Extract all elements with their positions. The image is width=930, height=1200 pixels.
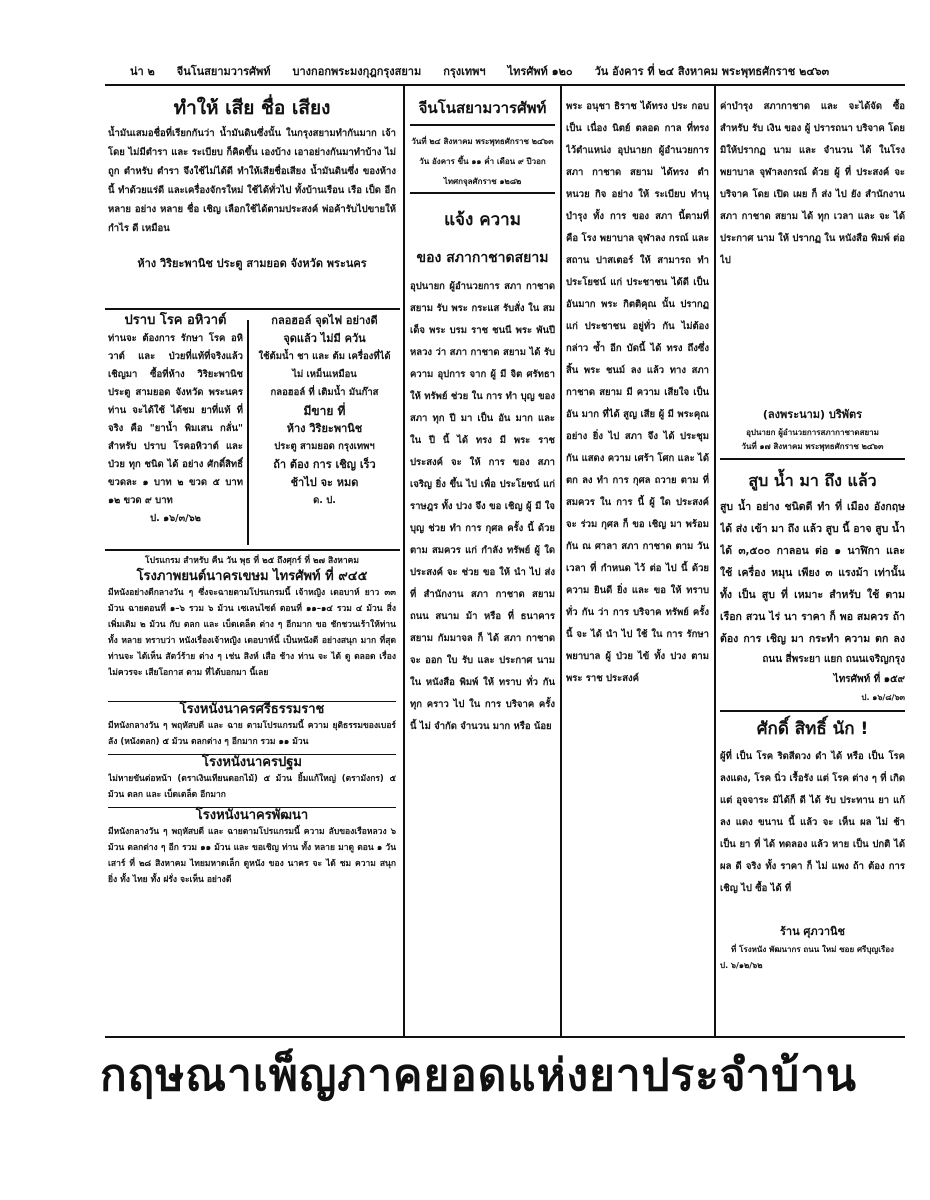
- ad-cholera-remedy: [108, 312, 243, 546]
- section-rule: [105, 549, 400, 551]
- ad-title: ศักดิ์ สิทธิ์ นัก !: [756, 719, 869, 739]
- notice-subtitle: ของ สภากาชาดสยาม: [416, 250, 549, 266]
- ad-line: ถ้า ต้อง การ เชิญ เร็ว: [273, 458, 376, 471]
- cinema-title: โรงภาพยนต์นาครเขษม ไทรศัพท์ ที่ ๙๔๕: [136, 569, 368, 584]
- header-rule: [105, 84, 905, 86]
- cinema-body: มีหนังอย่างดีกลางวัน ๆ ซึ่งจะฉายตามโปรแกรมนี้ เจ้าหญิง เดอบาห์ ยาว ๓๓ ม้วน ฉายตอนที่ ๑–๖ รวม ๖ ม้วน เซเลนไซด์ ตอนที่ ๑๑–๑๔ รวม ๔ ม้วน สิ่งเพิ่มเติม ๒ ม้วน กับ ตลก และ เบ็ดเตล็ด ต่าง ๆ อีกมาก ขอ ชักชวนเร้าให้ท่าน ทั้ง หลาย ทราบว่า หนังเรื่องเจ้าหญิง เดอบาห์นี้ เป็นหนังดี อย่างสนุก มาก ที่สุด ท่านจะ ได้เห็น สัตว์ร้าย ต่าง ๆ เช่น สิงห์ เสือ ช้าง ท่าน จะ ได้ ดู ตลอด เรื่อง ไม่ควรจะ เสียโอกาส ตาม ที่ได้บอกมา นี้เลย: [108, 588, 396, 678]
- cinema-title: โรงหนังนาครปฐม: [108, 754, 396, 771]
- article-column-3: [566, 96, 709, 1020]
- column-divider: [714, 86, 716, 1036]
- article-body: น้ำมันเสมอชื่อที่เรียกกันว่า น้ำมันดินซึ่งนั้น ในกรุงสยามทำกันมาก เจ้า โดย ไม่มีตำรา และ ระเบียบ ก็คิดขึ้น เองบ้าง เอาอย่างกันมาทำบ้าง ไม่ถูก ตำหรับ ตำรา จึงใช้ไม่ได้ดี ทำให้เสียชื่อเสียง น้ำมันดินซึ่ง ของห้างนี้ ทำด้วยแร่ดี และเครื่องจักรใหม่ ใช้ได้ทั่วไป ทั้งบ้านเรือน เรือ เป็ด อีก หลาย อย่าง หลาย ชื่อ เชิญ เลือกใช้ได้ตามประสงค์ พ่อค้ารับไปขายให้กำไร ดี เหมือน: [108, 128, 396, 234]
- date-line: วันที่ ๒๔ สิงหาคม พระพุทธศักราช ๒๔๖๓: [411, 137, 554, 146]
- cinema-programs: [108, 553, 396, 1033]
- ad-address: ที่ โรงหนัง พัฒนากร ถนน ใหม่ ซอย ศรีบุญเรือง: [731, 945, 894, 954]
- ad-line: กลอฮอล์ จุดไฟ อย่างดี: [271, 314, 378, 327]
- notice-title: แจ้ง ความ: [444, 210, 521, 230]
- ad-alcohol-fuel: [252, 312, 397, 546]
- ad-line: ไม่ เหม็นเหมือน: [292, 369, 357, 380]
- issue-date: วัน อังคาร ที่ ๒๔ สิงหาคม พระพุทธศักราช ๒๔๖๓: [594, 65, 830, 78]
- bottom-banner-ad: กฤษณาเพ็ญภาคยอดแห่งยาประจำบ้าน: [100, 1050, 858, 1101]
- cinema-title: โรงหนังนาครศรีธรรมราช: [108, 701, 396, 718]
- signature-date: วันที่ ๑๗ สิงหาคม พระพุทธศักราช ๒๔๖๓: [720, 440, 905, 460]
- signature-title: อุปนายก ผู้อำนวยการสภากาชาดสยาม: [746, 428, 879, 437]
- signature: (ลงพระนาม) บริพัตร: [762, 408, 863, 421]
- ad-code: ป. ๑๖/๘/๖๓: [720, 690, 905, 712]
- notice-body-end: ค่าบำรุง สภากาชาด และ จะได้จัด ซื้อ สำหรับ รับ เงิน ของ ผู้ ปรารถนา บริจาค โดย มิให้ปรากฏ นาม และ จำนวน ได้ ในโรงพยาบาล จุฬาลงกรณ์ ด้วย ผู้ ที่ ประสงค์ จะ บริจาค โดย เปิด เผย ก็ ส่ง ไป ยัง สำนักงาน สภา กาชาด สยาม ได้ ทุก เวลา และ จะ ได้ ประกาศ นาม ให้ ปรากฏ ใน หนังสือ พิมพ์ ต่อ ไป: [720, 101, 905, 266]
- masthead-title: จีนโนสยามวารศัพท์: [410, 92, 555, 126]
- program-intro: โปรแกรม สำหรับ คืน วัน พุธ ที่ ๒๕ ถึงศุกร์ ที่ ๒๗ สิงหาคม: [145, 556, 359, 566]
- city: กรุงเทพฯ: [443, 65, 486, 78]
- article-column-1: [108, 92, 396, 306]
- page-header: [130, 62, 870, 80]
- ad-line: ห้าง วิริยะพานิช: [286, 422, 363, 435]
- ad-line: ใช้ต้มน้ำ ชา และ ต้ม เครื่องที่ได้: [258, 351, 391, 362]
- article-title: ทำให้ เสีย ชื่อ เสียง: [173, 97, 331, 119]
- ad-body: ท่านจะ ต้องการ รักษา โรค อหิวาต์ และ ป่วยที่แท้ที่จริงแล้ว เชิญมา ซื้อที่ห้าง วิริยะพานิช ประตู สามยอด จังหวัด พระนคร ท่าน จะได้ใช้ ได้ชม ยาที่แท้ ที่จริง คือ "ยาน้ำ พิมเสน กลั่น" สำหรับ ปราบ โรคอหิวาต์ และ ป่วย ทุก ชนิด ได้ อย่าง ศักดิ์สิทธิ์: [108, 333, 243, 470]
- cinema-body: ไม่หายขันต่อหน้า (ตราเงินเทียนดอกไม้) ๕ ม้วน ยิ้มแก้ใหญ่ (ตรามังกร) ๕ ม้วน ตลก และ เบ็ดเตล็ด อีกมาก: [108, 774, 396, 800]
- ad-body: ผู้ที่ เป็น โรค ริดสีดวง ดำ ได้ หรือ เป็น โรค ลงแดง, โรค นิ่ว เรื้อรัง แต่ โรค ต่าง ๆ ที่ เกิด แต่ อุจจาระ มิได้ก็ ดี ได้ รับ ประทาน ยา แก้ ลง แดง ขนาน นี้ แล้ว จะ เห็น ผล ไม่ ช้า เป็น ยา ที่ ได้ ทดลอง แล้ว หาย เป็น ปกติ ได้ ผล ดี จริง ทั้ง ราคา ก็ ไม่ แพง ถ้า ต้อง การ เชิญ ไป ซื้อ ได้ ที่: [720, 751, 905, 894]
- cinema-body: มีหนังกลางวัน ๆ พฤหัสบดี และ ฉายตามโปรแกรมนี้ ความ ลับของเรือหลวง ๖ ม้วน ตลกต่าง ๆ อีก รวม ๑๑ ม้วน และ ขอเชิญ ท่าน ทั้ง หลาย มาดู ตอน ๑ วัน เสาร์ ที่ ๒๘ สิงหาคม ไทยมหาดเล็ก ดูหนัง ของ นาคร จะ ได้ ชม ความ สนุก ยิ่ง ทั้ง ไทย ทั้ง ฝรั่ง จะเห็น อย่างดี: [108, 827, 396, 885]
- cinema-body: มีหนังกลางวัน ๆ พฤหัสบดี และ ฉาย ตามโปรแกรมนี้ ความ ยุติธรรมของเบอร์ลัง (หนังตลก) ๕ ม้วน ตลกต่าง ๆ อีกมาก รวม ๑๑ ม้วน: [108, 721, 396, 747]
- date-line: ไทศกจุลศักราช ๑๒๘๒: [410, 172, 555, 194]
- ad-line: ช้าไป จะ หมด: [290, 476, 359, 489]
- ad-line: ด. ป.: [313, 495, 336, 506]
- cinema-title: โรงหนังนาครพัฒนา: [108, 807, 396, 824]
- column-divider: [403, 86, 405, 1036]
- ad-title: สูบ น้ำ มา ถึง แล้ว: [748, 471, 877, 490]
- ad-phone: ไทรศัพท์ ที่ ๑๕๙: [833, 674, 905, 685]
- ad-body: สูบ น้ำ อย่าง ชนิดดี ทำ ที่ เมือง อังกฤษ ได้ ส่ง เข้า มา ถึง แล้ว สูบ นี้ อาจ สูบ น้ำ ได้ ๓,๕๐๐ กาลอน ต่อ ๑ นาฬิกา และ ใช้ เครื่อง หมุน เพียง ๓ แรงม้า เท่านั้น ทั้ง เป็น สูบ ที่ เหมาะ สำหรับ ใช้ ตาม เรือก สวน ไร่ นา ราคา ก็ พอ สมควร ถ้า ต้อง การ เชิญ มา กระทำ ความ ตก ลง: [720, 501, 905, 645]
- section-rule: [105, 308, 400, 310]
- notice-body-continued: พระ อนุชา ธิราช ได้ทรง ประ กอบ เป็น เนื่อง นิตย์ ตลอด กาล ที่ทรงไว้ตำแหน่ง อุปนายก ผู้อำนวยการ สภา กาชาด สยาม ได้ทรง ตำหนวย กิจ อย่าง ให้ ระเบียบ ทำนุ บำรุง ทั้ง การ ของ สภา นี้ตามที่ คือ โรง พยาบาล จุฬาลง กรณ์ และ สถาน ปาสเตอร์ ให้ สามารถ ทำ ประโยชน์ แก่ ประชาชน ได้ดี เป็นอันมาก พระ กิตติคุณ นั้น ปรากฏ แก่ ประชาชน อยู่ทั่ว กัน ไม่ต้อง กล่าว ซ้ำ อีก บัดนี้ ได้ ทรง ถึงซึ่ง สิ้น พระ ชนม์ ลง แล้ว ทาง สภา กาชาด สยาม มี ความ เสียใจ เป็น อัน มาก ที่ได้ สูญ เสีย ผู้ มี พระคุณ อย่าง ยิ่ง ไป สภา จึง ได้ ประชุม กัน แสดง ความ เศร้า โศก และ ได้ ตก ลง ทำ การ กุศล ถวาย ตาม ที่ สมควร ใน การ นี้ ผู้ ใด ประสงค์ จะ ร่วม กุศล ก็ ขอ เชิญ มา พร้อม กัน ณ ศาลา สภา กาชาด ตาม วัน เวลา ที่ กำหนด ไว้ ต่อ ไป นี้ ด้วย ความ ยินดี ยิ่ง และ ขอ ให้ ทราบ ทั่ว กัน ว่า การ บริจาค ทรัพย์ ครั้ง นี้ จะ ได้ นำ ไป ใช้ ใน การ รักษา พยาบาล ผู้ ป่วย ไข้ ทั้ง ปวง ตาม พระ ราช ประสงค์: [566, 101, 709, 684]
- notice-body: อุปนายก ผู้อำนวยการ สภา กาชาด สยาม รับ พระ กระแส รับสั่ง ใน สม เด็จ พระ บรม ราช ชนนี พระ พันปี หลวง ว่า สภา กาชาด สยาม ได้ รับ ความ อุปการ จาก ผู้ มี จิต ศรัทธา ให้ ทรัพย์ ช่วย ใน การ ทำ บุญ ของ สภา ทุก ปี มา เป็น อัน มาก และ ใน ปี นี้ ได้ ทรง มี พระ ราช ประสงค์ จะ ให้ การ ของ สภา เจริญ ยิ่ง ขึ้น ไป เพื่อ ประโยชน์ แก่ ราษฎร ทั้ง ปวง จึง ขอ เชิญ ผู้ มี ใจ บุญ ช่วย ทำ การ กุศล ครั้ง นี้ ด้วย ตาม สมควร แก่ กำลัง ทรัพย์ ผู้ ใด ประสงค์ จะ ช่วย ขอ ให้ นำ ไป ส่ง ที่ สำนักงาน สภา กาชาด สยาม ถนน สนาม ม้า หรือ ที่ ธนาคาร สยาม กัมมาจล ก็ ได้ สภา กาชาด จะ ออก ใบ รับ และ ประกาศ นาม ใน หนังสือ พิมพ์ ให้ ทราบ ทั่ว กัน ทุก คราว ไป ใน การ บริจาค ครั้ง นี้ ไม่ จำกัด จำนวน มาก หรือ น้อย: [410, 281, 555, 732]
- ad-price: ขวดละ ๑ บาท ๒ ขวด ๕ บาท ๑๒ ขวด ๙ บาท: [108, 477, 243, 506]
- publisher: บางกอกพระมงกุฎกรุงสยาม: [292, 65, 422, 78]
- footer-rule: [105, 1036, 905, 1038]
- ad-line: กลอฮอล์ ที่ เติมน้ำ มันก๊าส: [270, 387, 379, 398]
- ad-line: จุดแล้ว ไม่มี ควัน: [283, 332, 366, 345]
- phone: ไทรศัพท์ ๑๒๐: [507, 65, 573, 78]
- ad-divider: [247, 320, 249, 545]
- shop-name: ห้าง วิริยะพานิช ประตู สามยอด จังหวัด พระนคร: [137, 257, 367, 270]
- article-column-4: [720, 96, 905, 1032]
- date-line: วัน อังคาร ขึ้น ๑๑ ค่ำ เดือน ๙ ปีวอก: [419, 157, 546, 166]
- ad-title: ปราบ โรค อหิวาต์: [124, 313, 227, 328]
- page-number: น่า ๒: [130, 65, 155, 78]
- column-divider: [560, 86, 562, 1036]
- ad-line: ประตู สามยอด กรุงเทพฯ: [274, 441, 375, 452]
- ad-line: มีขาย ที่: [303, 404, 346, 418]
- ad-code: ป. ๖/๑๒/๖๒: [720, 961, 763, 970]
- ad-shop: ถนน สี่พระยา แยก ถนนเจริญกรุง: [762, 654, 905, 665]
- ad-code: ป. ๑๖/๓/๖๒: [150, 513, 201, 524]
- ad-shop: ร้าน ศุภวานิช: [779, 925, 845, 938]
- paper-name: จีนโนสยามวารศัพท์: [176, 65, 271, 78]
- article-column-2: [410, 92, 555, 1032]
